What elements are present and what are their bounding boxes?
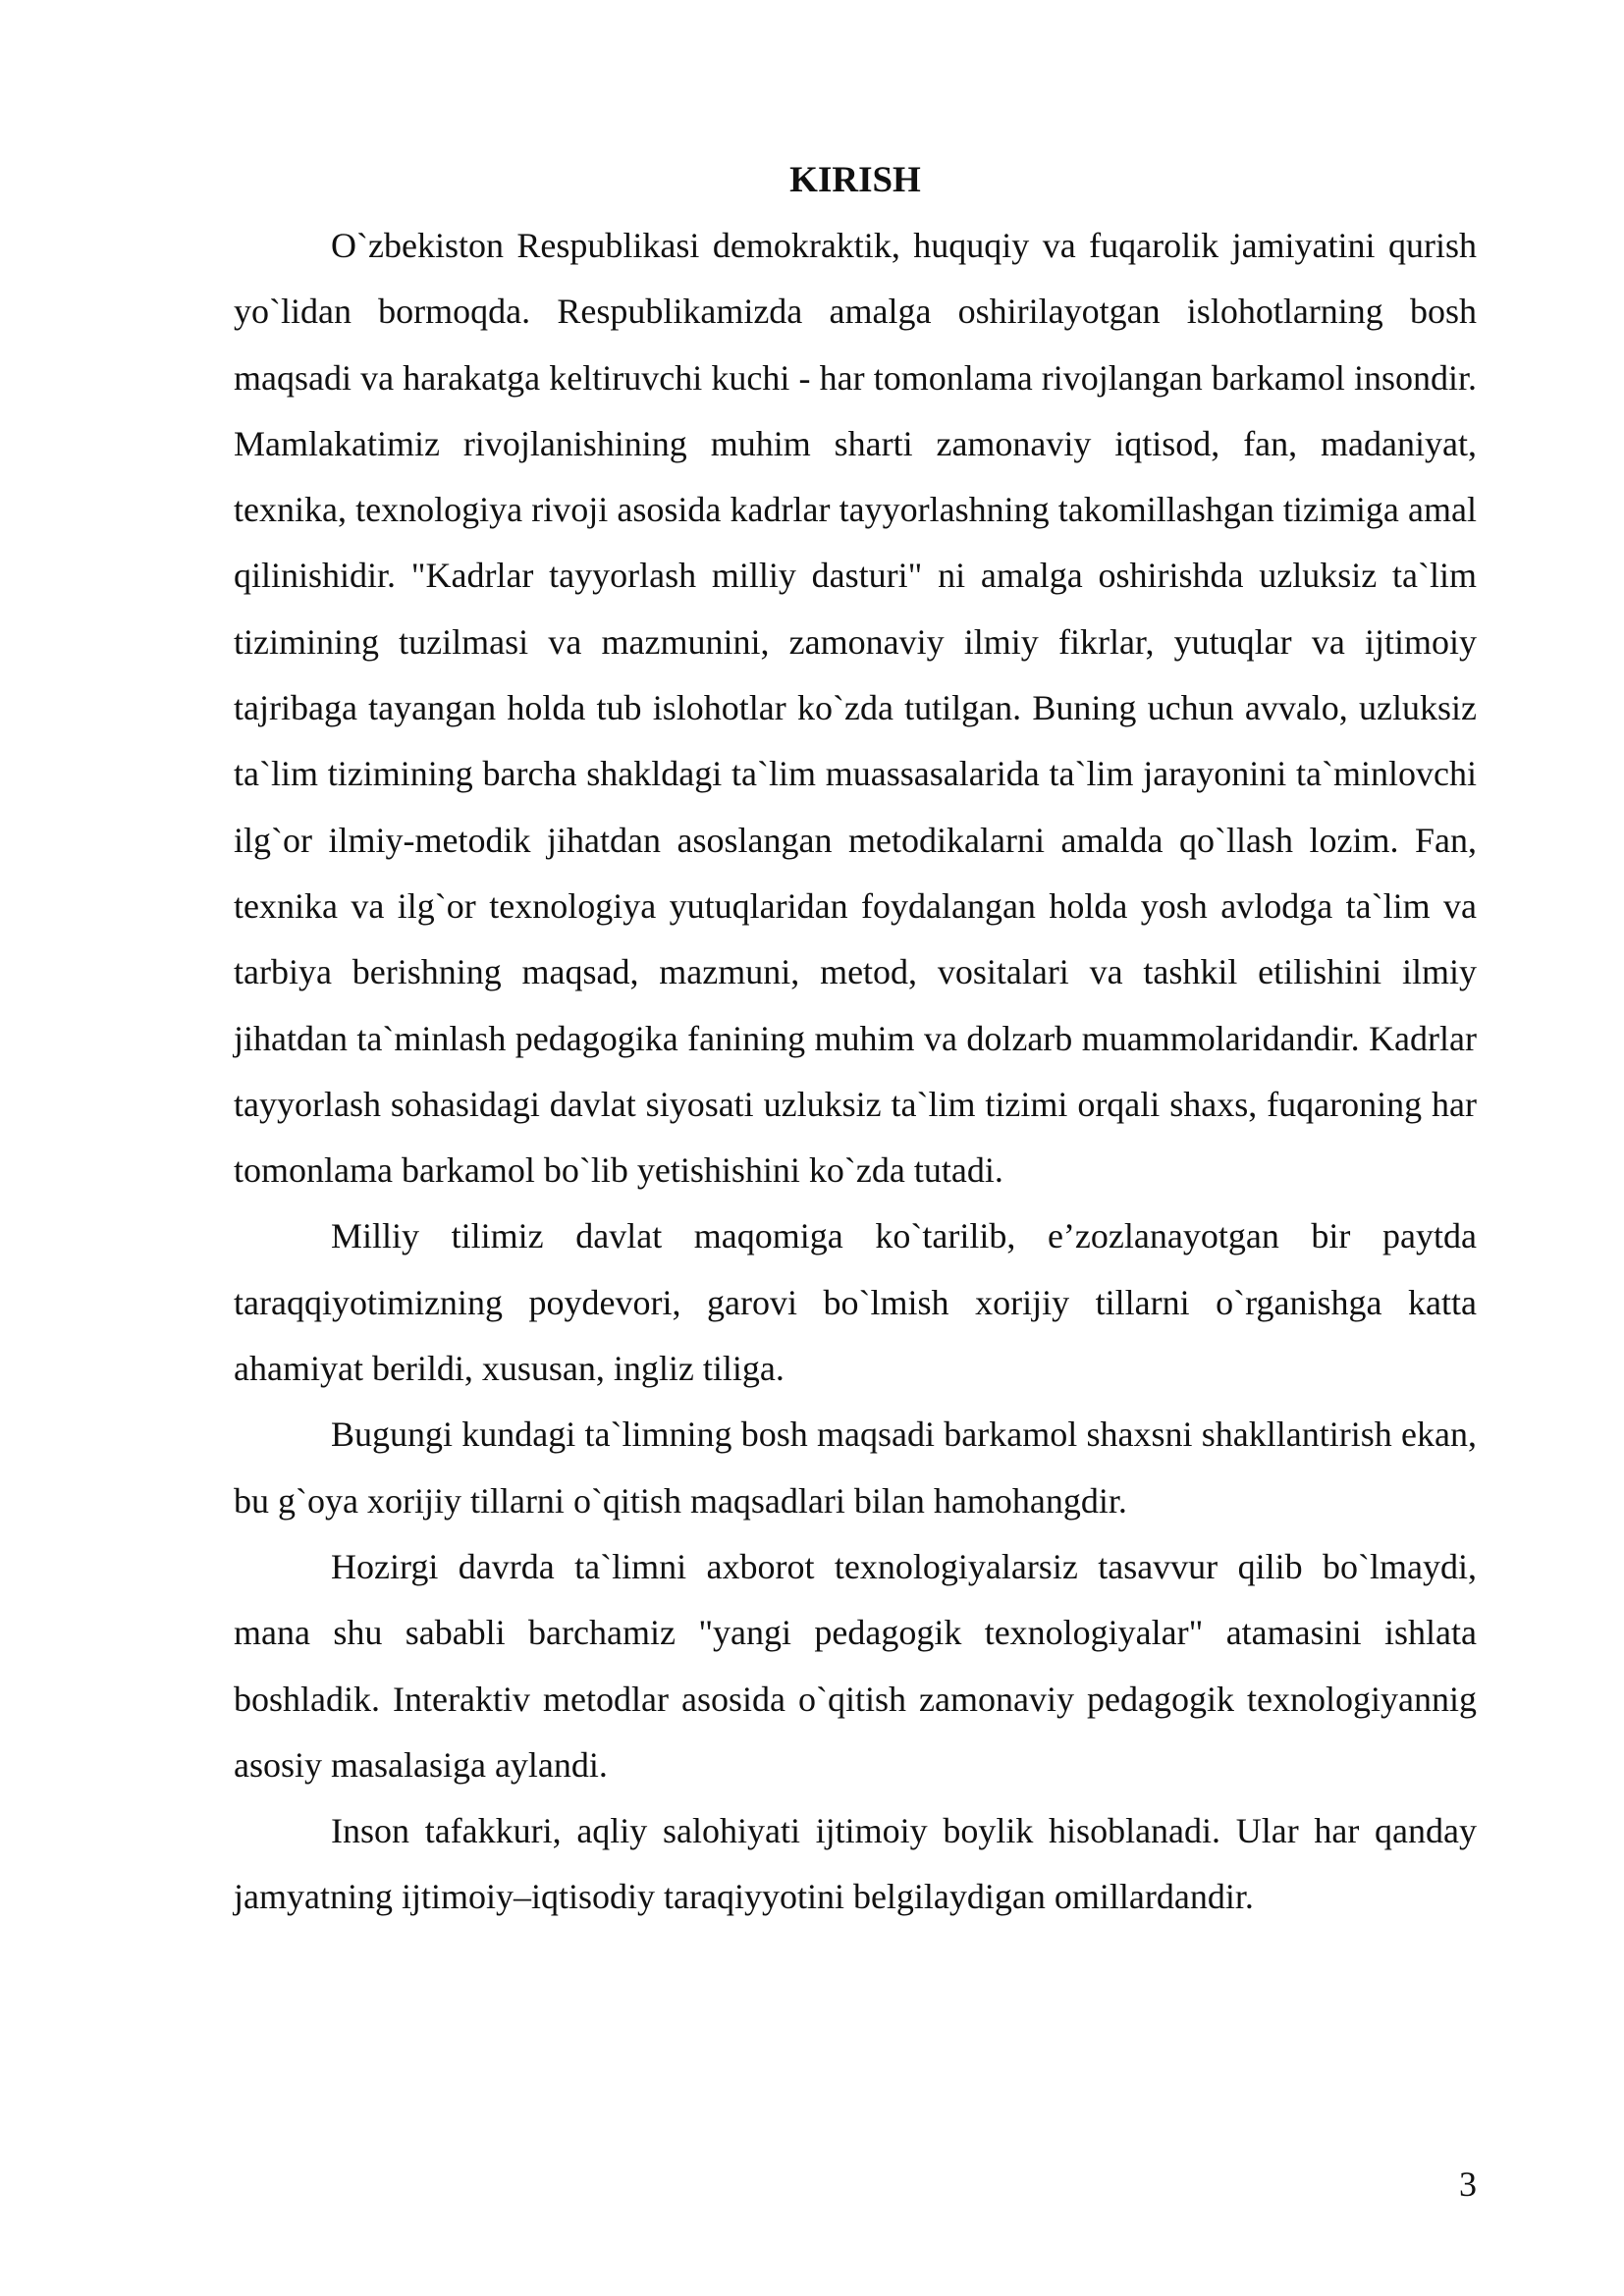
document-page — [234, 147, 1477, 1931]
paragraph-technologies: Hozirgi davrda ta`limni axborot texnologiyalarsiz tasavvur qilib bo`lmaydi, mana shu sababli barchamiz "yangi pedagogik texnologiyalar" atamasini ishlata boshladik. Interaktiv metodlar asosida o`qitish zamonaviy pedagogik texnologiyannig asosiy masalasiga aylandi. — [234, 1546, 1477, 1785]
paragraph-intro: O`zbekiston Respublikasi demokraktik, huquqiy va fuqarolik jamiyatini qurish yo`lidan bormoqda. Respublikamizda amalga oshirilayotgan islohotlarning bosh maqsadi va harakatga keltiruvchi kuchi - har tomonlama rivojlangan barkamol insondir. Mamlakatimiz rivojlanishining muhim sharti zamonaviy iqtisod, fan, madaniyat, texnika, texnologiya rivoji asosida kadrlar tayyorlashning takomillashgan tizimiga amal qilinishidir. "Kadrlar tayyorlash milliy dasturi" ni amalga oshirishda uzluksiz ta`lim tizimining tuzilmasi va mazmunini, zamonaviy ilmiy fikrlar, yutuqlar va ijtimoiy tajribaga tayangan holda tub islohotlar ko`zda tutilgan. Buning uchun avvalo, uzluksiz ta`lim tizimining barcha shakldagi ta`lim muassasalarida ta`lim jarayonini ta`minlovchi ilg`or ilmiy-metodik jihatdan asoslangan metodikalarni amalda qo`llash lozim. Fan, texnika va ilg`or texnologiya yutuqlaridan foydalangan holda yosh avlodga ta`lim va tarbiya berishning maqsad, mazmuni, metod, vositalari va tashkil etilishini ilmiy jihatdan ta`minlash pedagogika fanining muhim va dolzarb muammolaridandir. Kadrlar tayyorlash sohasidagi davlat siyosati uzluksiz ta`lim tizimi orqali shaxs, fuqaroning har tomonlama barkamol bo`lib yetishishini ko`zda tutadi. — [234, 226, 1477, 1191]
paragraph-education-goal: Bugungi kundagi ta`limning bosh maqsadi barkamol shaxsni shakllantirish ekan, bu g`oya xorijiy tillarni o`qitish maqsadlari bilan hamohangdir. — [234, 1415, 1477, 1521]
page-number: 3 — [1459, 2164, 1477, 2204]
paragraph-native-language: Milliy tilimiz davlat maqomiga ko`tarilib, e’zozlanayotgan bir paytda taraqqiyotimizning poydevori, garovi bo`lmish xorijiy tillarni o`rganishga katta ahamiyat berildi, xususan, ingliz tiliga. — [234, 1216, 1477, 1389]
paragraph-human-intellect: Inson tafakkuri, aqliy salohiyati ijtimoiy boylik hisoblanadi. Ular har qanday jamyatning ijtimoiy–iqtisodiy taraqiyyotini belgilaydigan omillardandir. — [234, 1811, 1477, 1917]
document-title: KIRISH — [789, 160, 921, 200]
